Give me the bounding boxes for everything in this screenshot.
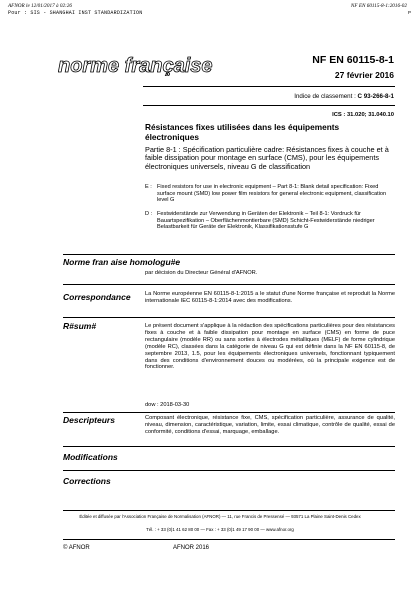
- document-code-stamp: NF EN 60115-8-1:2016-02: [350, 3, 407, 9]
- footer-bottom-divider: [63, 539, 395, 540]
- download-stamp-recipient: Pour : SIS - SHANGHAI INST STANDARDIZATION: [8, 10, 143, 16]
- classification-index: [294, 93, 394, 100]
- title-divider: [63, 254, 395, 255]
- german-title-text: Festwiderstände zur Verwendung in Geräten der Elektronik – Teil 8-1: Vordruck für Bauartspezifikation – Oberflächenmontierbare (SMD) Schicht-Festwiderstände niedriger Belastbarkeit für Geräte der Elektronik, Klassifikationsstufe G: [157, 211, 375, 231]
- document-date: 27 février 2016: [334, 70, 394, 80]
- english-title-text: Fixed resistors for use in electronic equipment – Part 8-1: Blank detail specification: Fixed surface mount (SMD) low power film resistors for general electronic equipment, classification level G: [157, 184, 387, 204]
- descripteurs-label: Descripteurs: [63, 415, 115, 425]
- correspondance-divider: [63, 317, 395, 318]
- classification-divider: [143, 105, 395, 106]
- copyright-year: AFNOR 2016: [173, 545, 210, 551]
- contact-info: Tél. : + 33 (0)1 41 62 80 00 — Fax : + 33 (0)1 49 17 90 00 — www.afnor.org: [146, 527, 294, 532]
- banner-text: norme française: [58, 55, 213, 76]
- document-reference: NF EN 60115-8-1: [312, 54, 394, 66]
- publisher-info: Éditée et diffusée par l'Association Française de Normalisation (AFNOR) — 11, rue Francis de Pressensé — 93571 La Plaine Saint-Denis Cedex: [79, 514, 361, 519]
- document-subtitle: Partie 8-1 : Spécification particulière cadre: Résistances fixes à couche et à faible dissipation pour montage en surface (CMS), pour les équipements électroniques universels, niveau G de classification: [145, 145, 389, 171]
- download-stamp-date: AFNOR le 12/01/2017 à 02:26: [8, 3, 72, 9]
- header-divider: [143, 86, 395, 87]
- page-mark: P: [407, 10, 411, 15]
- correspondance-label: Correspondance: [63, 292, 131, 302]
- modifications-label: Modifications: [63, 452, 118, 462]
- corrections-label: Corrections: [63, 476, 111, 486]
- descripteurs-divider: [63, 446, 395, 447]
- footer-divider: [63, 510, 395, 511]
- homologation-text: par décision du Directeur Général d'AFNOR.: [145, 270, 258, 276]
- resume-divider: [63, 412, 395, 413]
- dow-date: dow : 2018-03-30: [145, 402, 190, 408]
- classification-label: Indice de classement :: [294, 93, 356, 100]
- ics-codes: ICS : 31.020; 31.040.10: [332, 112, 394, 118]
- resume-label: R#sum#: [63, 321, 97, 331]
- homologation-label: Norme fran aise homologu#e: [63, 257, 181, 267]
- resume-text: Le présent document s'applique à la rédaction des spécifications particulières pour des résistances fixes à couche et à faible dissipation pour montage en surface (CMS) en forme de puce rectangulaire (modèle RR) ou sans sorties à électrodes métalliques (MELF) de forme cylindrique (modèle RC), classées dans la catégorie de niveau G qui est définie dans la NF EN 60115-8, de septembre 2013, 1.5, pour les équipements électroniques universels, fonctionnant typiquement dans des conditions d'environnement douces ou modérées, où la principale exigence est de fonctionner.: [145, 323, 395, 371]
- document-title: Résistances fixes utilisées dans les équipements électroniques: [145, 122, 340, 142]
- german-title: [145, 211, 395, 231]
- english-title: [145, 184, 395, 204]
- classification-value: C 93-266-8-1: [357, 93, 394, 100]
- norme-francaise-banner: [58, 54, 258, 76]
- modifications-divider: [63, 470, 395, 471]
- language-key: E :: [145, 184, 152, 190]
- descripteurs-text: Composant électronique, résistance fixe, CMS, spécification particulière, assurance de qualité, niveau, dimension, caractéristique, variation, limite, essai climatique, contrôle de qualité, essai de conformité, conditions d'essai, marquage, emballage.: [145, 415, 395, 435]
- language-key: D :: [145, 211, 153, 217]
- correspondance-text: La Norme européenne EN 60115-8-1:2015 a le statut d'une Norme française et reproduit la Norme internationale IEC 60115-8-1:2014 avec des modifications.: [145, 291, 395, 304]
- homologation-divider: [63, 284, 395, 285]
- copyright-notice: © AFNOR: [63, 545, 90, 551]
